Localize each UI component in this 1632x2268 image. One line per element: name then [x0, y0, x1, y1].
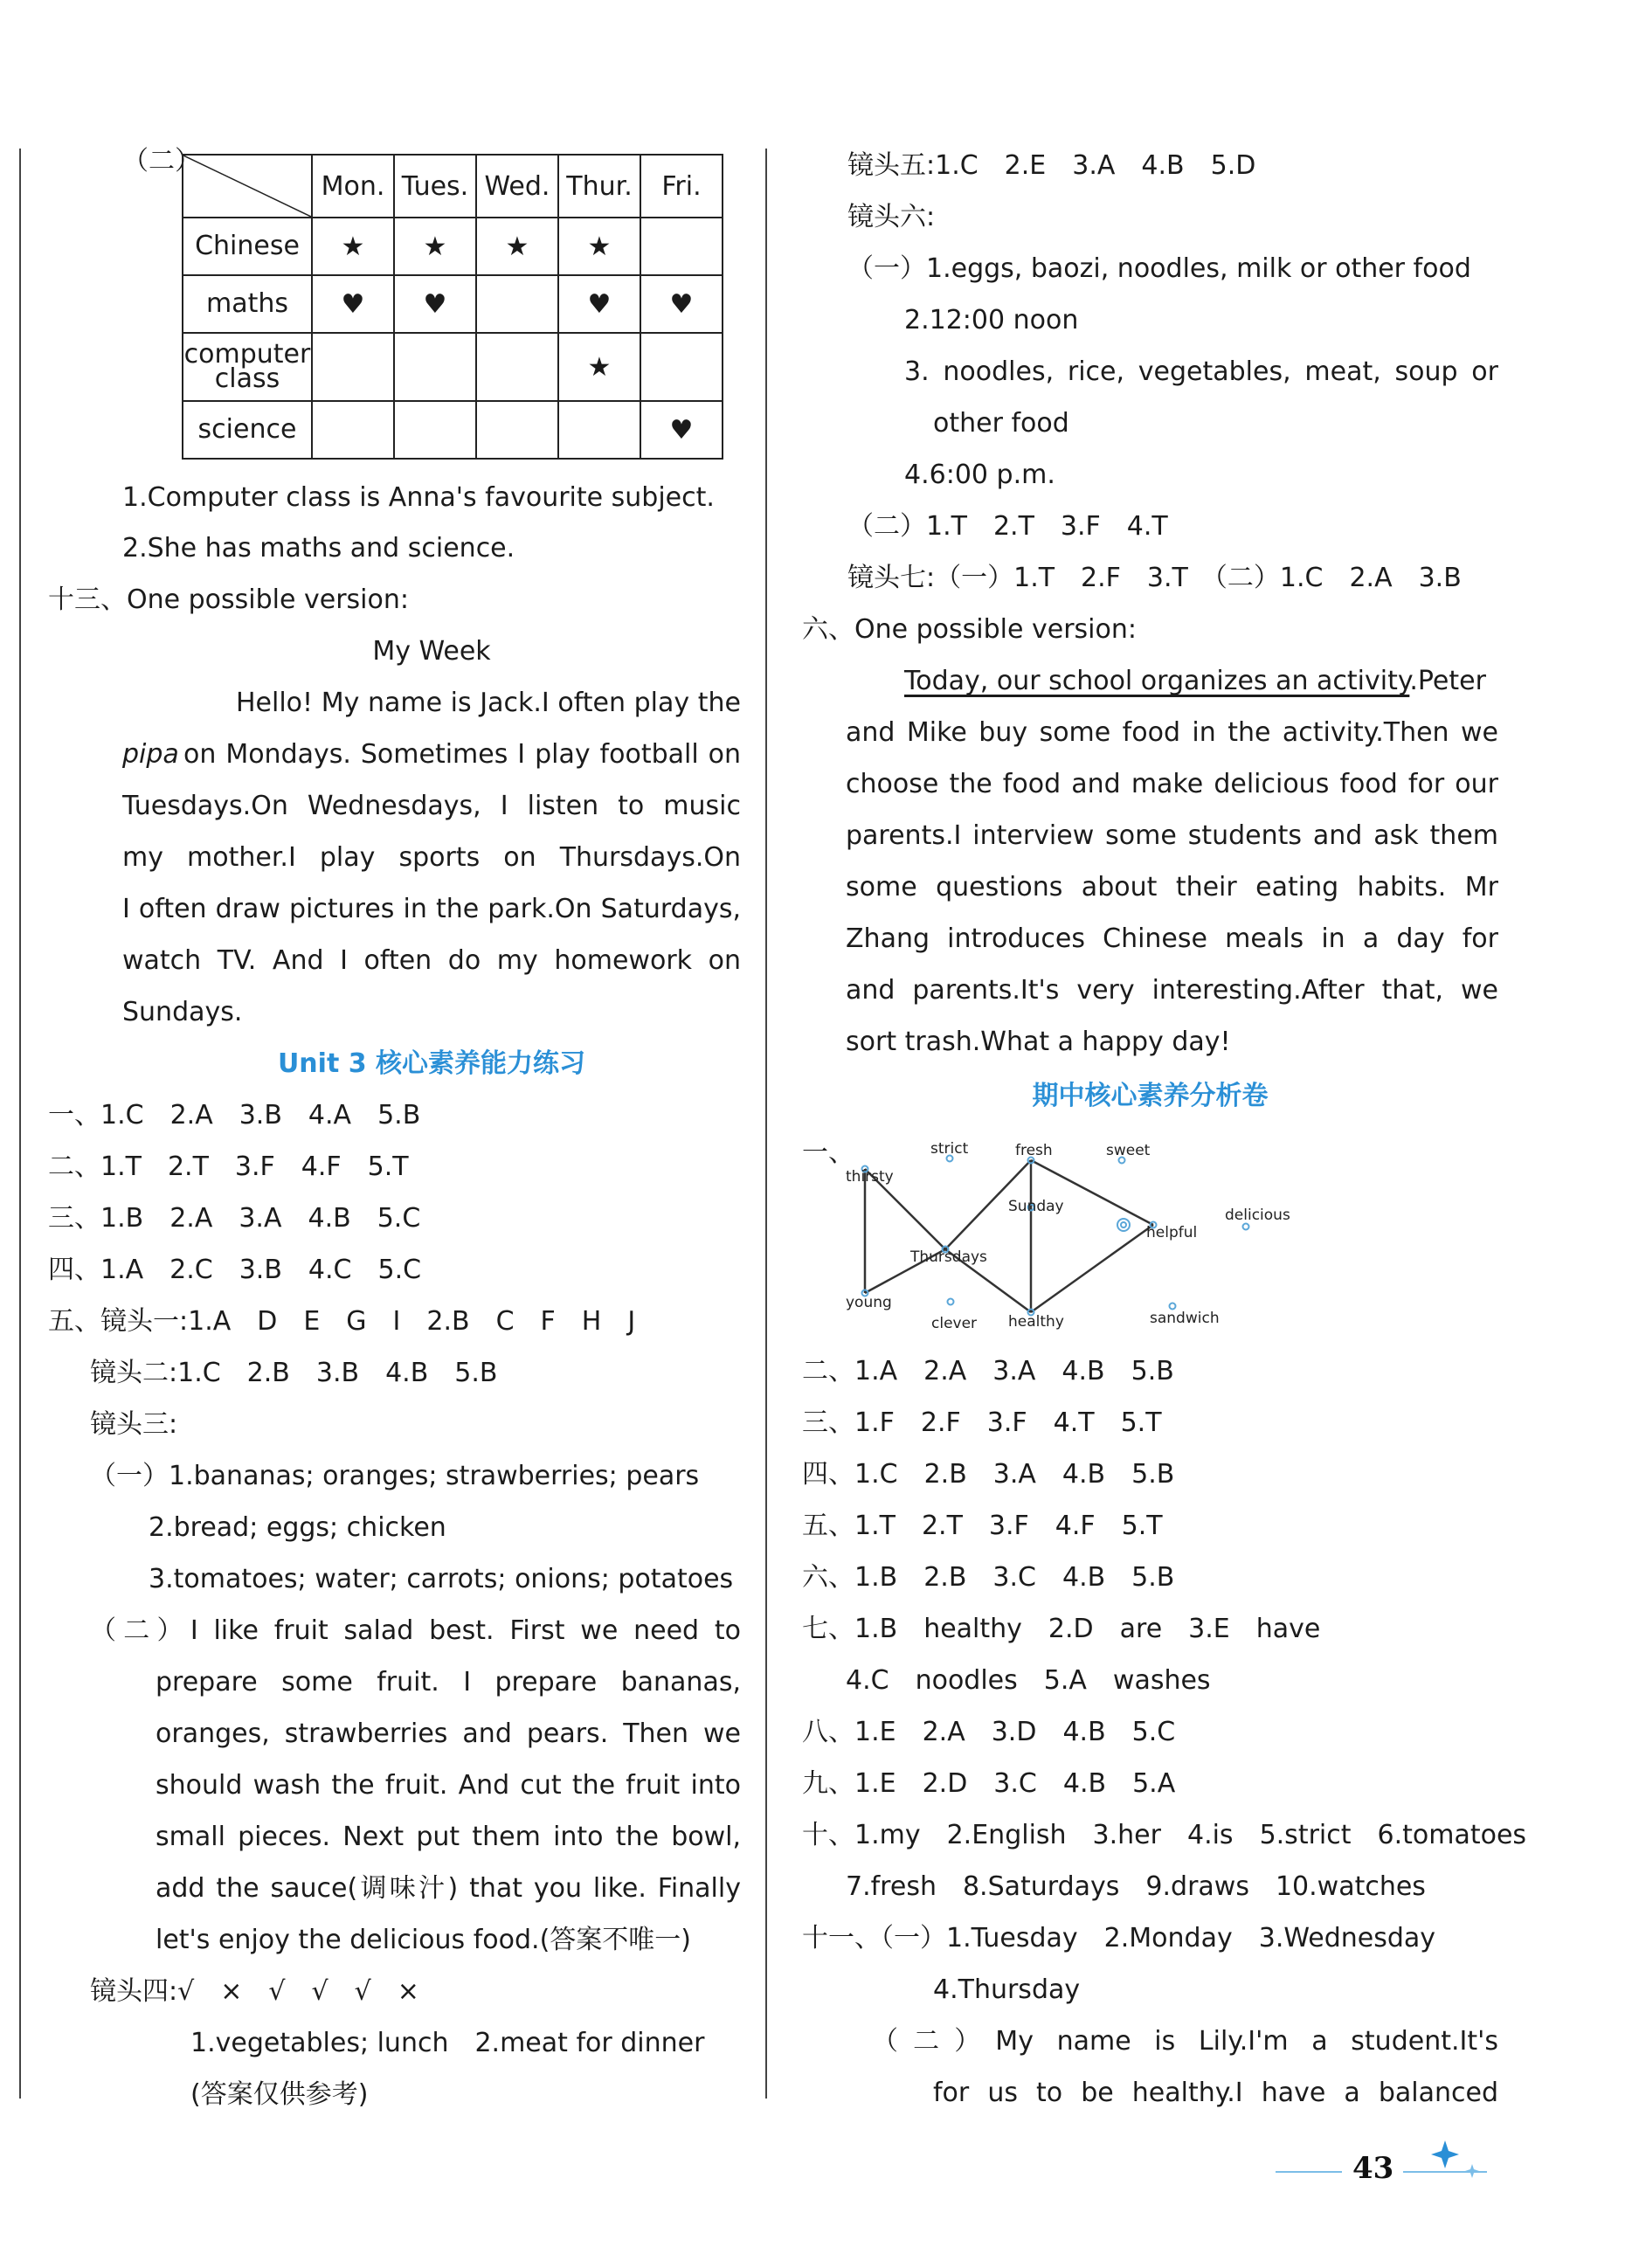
- essay-line-rest: .Peter: [1409, 666, 1486, 696]
- mark-cell: ♥: [558, 275, 640, 333]
- table-label: （二）: [122, 146, 201, 176]
- diagram-word: healthy: [1008, 1313, 1064, 1331]
- answer-line: 一、1.C 2.A 3.B 4.A 5.B: [48, 1100, 421, 1131]
- answer-line: （二）My name is Lily.I'm a student.It's: [872, 2026, 1498, 2057]
- mark-cell: [476, 401, 558, 459]
- mark-cell: [312, 333, 394, 401]
- mark-cell: ★: [558, 333, 640, 401]
- sparkle-icon: [1464, 2163, 1480, 2179]
- essay-line: parents.I interview some students and ask them: [846, 820, 1498, 851]
- section-label: 一、: [802, 1137, 854, 1168]
- answer-line: 三、1.B 2.A 3.A 4.B 5.C: [48, 1203, 421, 1234]
- diagram-word: delicious: [1225, 1207, 1290, 1224]
- essay-title: My Week: [372, 636, 491, 667]
- diagram-word: young: [846, 1294, 892, 1311]
- answer-line: 镜头五:1.C 2.E 3.A 4.B 5.D: [847, 150, 1256, 181]
- start-target-icon: [1117, 1219, 1130, 1231]
- answer-line: 四、1.C 2.B 3.A 4.B 5.B: [802, 1459, 1175, 1490]
- subject-cell: maths: [183, 275, 312, 333]
- answer-line: 镜头七:（一）1.T 2.F 3.T （二）1.C 2.A 3.B: [847, 563, 1462, 593]
- mark-cell: [640, 218, 723, 275]
- essay-italic-word: pipa: [122, 739, 179, 770]
- answer-line: other food: [933, 408, 1069, 439]
- answer-line: 1.vegetables; lunch 2.meat for dinner: [190, 2028, 705, 2058]
- diagram-word: fresh: [1015, 1142, 1053, 1159]
- subject-line: class: [214, 363, 280, 394]
- mark-cell: [312, 401, 394, 459]
- section-heading: 六、One possible version:: [802, 614, 1137, 645]
- diagram-word: sweet: [1106, 1142, 1151, 1159]
- mark-cell: [558, 401, 640, 459]
- diagram-word: helpful: [1146, 1224, 1198, 1241]
- answer-line: 1.Computer class is Anna's favourite subject.: [122, 482, 715, 513]
- word-link-diagram: [830, 1127, 1302, 1345]
- answer-line: 2.bread; eggs; chicken: [149, 1512, 446, 1543]
- essay-line-rest: on Mondays. Sometimes I play football on: [183, 739, 741, 770]
- diagram-word: Thursdays: [910, 1248, 987, 1266]
- answer-line: 十、1.my 2.English 3.her 4.is 5.strict 6.tomatoes: [802, 1820, 1527, 1850]
- essay-line: some questions about their eating habits. Mr: [846, 872, 1498, 902]
- diagram-word: Sunday: [1008, 1198, 1064, 1215]
- diagram-word: strict: [930, 1140, 969, 1158]
- answer-line: 2.She has maths and science.: [122, 533, 515, 564]
- answer-line: 镜头三:: [90, 1409, 178, 1440]
- essay-underlined: Today, our school organizes an activity: [904, 666, 1410, 696]
- mark-cell: ♥: [640, 275, 723, 333]
- essay-line: [904, 664, 1486, 699]
- diagonal-line: [183, 156, 311, 217]
- answer-line: 4.Thursday: [933, 1974, 1081, 2005]
- answer-line: （一）1.bananas; oranges; strawberries; pears: [90, 1461, 700, 1491]
- day-header: Mon.: [312, 155, 394, 218]
- day-header: Thur.: [558, 155, 640, 218]
- answer-line: 五、镜头一:1.A D E G I 2.B C F H J: [48, 1306, 636, 1337]
- answer-line: 十一、（一）1.Tuesday 2.Monday 3.Wednesday: [802, 1923, 1436, 1953]
- answer-line: 镜头六:: [847, 202, 936, 232]
- answer-line: 八、1.E 2.A 3.D 4.B 5.C: [802, 1717, 1176, 1747]
- mark-cell: ★: [558, 218, 640, 275]
- subject-cell: Chinese: [183, 218, 312, 275]
- center-column-rule: [765, 149, 767, 2099]
- answer-line: 镜头四:√ × √ √ √ ×: [90, 1976, 419, 2007]
- answer-line: 3. noodles, rice, vegetables, meat, soup or: [904, 356, 1498, 387]
- diagram-node: [948, 1299, 954, 1305]
- answer-line: 三、1.F 2.F 3.F 4.T 5.T: [802, 1407, 1162, 1438]
- diagram-word: sandwich: [1150, 1310, 1220, 1327]
- day-header: Tues.: [394, 155, 476, 218]
- answer-line: 2.12:00 noon: [904, 305, 1079, 335]
- essay-line: and Mike buy some food in the activity.Then we: [846, 717, 1498, 748]
- diagram-link: [1031, 1225, 1153, 1312]
- day-header: Wed.: [476, 155, 558, 218]
- essay-line: I often draw pictures in the park.On Saturdays,: [122, 894, 741, 924]
- mark-cell: [476, 275, 558, 333]
- answer-line: （二）I like fruit salad best. First we need to: [90, 1615, 741, 1646]
- diagram-word: thirsty: [846, 1168, 894, 1186]
- exam-heading: 期中核心素养分析卷: [1032, 1081, 1269, 1111]
- day-header: Fri.: [640, 155, 723, 218]
- essay-line: choose the food and make delicious food for our: [846, 769, 1498, 799]
- answer-line: 七、1.B healthy 2.D are 3.E have: [802, 1614, 1321, 1644]
- essay-line: [122, 737, 741, 772]
- essay-line: sort trash.What a happy day!: [846, 1027, 1231, 1057]
- answer-line: 四、1.A 2.C 3.B 4.C 5.C: [48, 1255, 422, 1285]
- mark-cell: ♥: [312, 275, 394, 333]
- answer-line: small pieces. Next put them into the bowl,: [156, 1822, 741, 1852]
- answer-line: 镜头二:1.C 2.B 3.B 4.B 5.B: [90, 1358, 498, 1388]
- answer-line: 五、1.T 2.T 3.F 4.F 5.T: [802, 1511, 1163, 1541]
- mark-cell: [394, 333, 476, 401]
- subject-cell: [183, 333, 312, 401]
- mark-cell: ★: [312, 218, 394, 275]
- essay-line: Zhang introduces Chinese meals in a day for: [846, 923, 1498, 954]
- answer-line: 7.fresh 8.Saturdays 9.draws 10.watches: [846, 1871, 1426, 1902]
- sparkle-icon: [1429, 2139, 1461, 2170]
- unit-heading: Unit 3 核心素养能力练习: [277, 1048, 586, 1079]
- diagram-node: [1170, 1303, 1176, 1310]
- diagram-node: [1243, 1224, 1249, 1230]
- diagram-word: clever: [931, 1315, 978, 1332]
- essay-line: Tuesdays.On Wednesdays, I listen to music: [122, 791, 741, 821]
- section-heading: 十三、One possible version:: [48, 584, 409, 615]
- mark-cell: [394, 401, 476, 459]
- essay-line: and parents.It's very interesting.After that, we: [846, 975, 1498, 1006]
- answer-line: （二）1.T 2.T 3.F 4.T: [847, 511, 1168, 542]
- essay-line: Hello! My name is Jack.I often play the: [236, 688, 741, 718]
- subject-cell: science: [183, 401, 312, 459]
- footer-rule: [1276, 2171, 1342, 2173]
- table-corner-cell: [183, 155, 312, 218]
- mark-cell: ♥: [394, 275, 476, 333]
- answer-line: 二、1.T 2.T 3.F 4.F 5.T: [48, 1151, 409, 1182]
- start-target-icon: [1121, 1222, 1126, 1227]
- answer-line: 4.C noodles 5.A washes: [846, 1665, 1211, 1696]
- essay-line: Sundays.: [122, 997, 243, 1027]
- answer-line: 九、1.E 2.D 3.C 4.B 5.A: [802, 1768, 1176, 1799]
- answer-line: 二、1.A 2.A 3.A 4.B 5.B: [802, 1356, 1174, 1386]
- mark-cell: [476, 333, 558, 401]
- schedule-table: [182, 154, 723, 460]
- answer-line: 3.tomatoes; water; carrots; onions; potatoes: [149, 1564, 734, 1594]
- answer-line: should wash the fruit. And cut the fruit into: [156, 1770, 741, 1801]
- mark-cell: ★: [394, 218, 476, 275]
- essay-line: watch TV. And I often do my homework on: [122, 945, 741, 976]
- answer-line: prepare some fruit. I prepare bananas,: [156, 1667, 741, 1698]
- essay-line: my mother.I play sports on Thursdays.On: [122, 842, 741, 873]
- page-number: 43: [1352, 2151, 1394, 2186]
- answer-line: 六、1.B 2.B 3.C 4.B 5.B: [802, 1562, 1175, 1593]
- answer-note: (答案仅供参考): [190, 2079, 369, 2110]
- left-margin-rule: [19, 149, 21, 2099]
- mark-cell: ♥: [640, 401, 723, 459]
- mark-cell: ★: [476, 218, 558, 275]
- subject-line: computer: [183, 339, 311, 370]
- answer-line: for us to be healthy.I have a balanced: [933, 2078, 1498, 2108]
- answer-line: 4.6:00 p.m.: [904, 460, 1055, 490]
- answer-line: （一）1.eggs, baozi, noodles, milk or other food: [847, 253, 1471, 284]
- answer-line: oranges, strawberries and pears. Then we: [156, 1718, 741, 1749]
- mark-cell: [640, 333, 723, 401]
- answer-line: let's enjoy the delicious food.(答案不唯一): [156, 1925, 691, 1955]
- answer-line: add the sauce(调味汁) that you like. Finally: [156, 1873, 741, 1904]
